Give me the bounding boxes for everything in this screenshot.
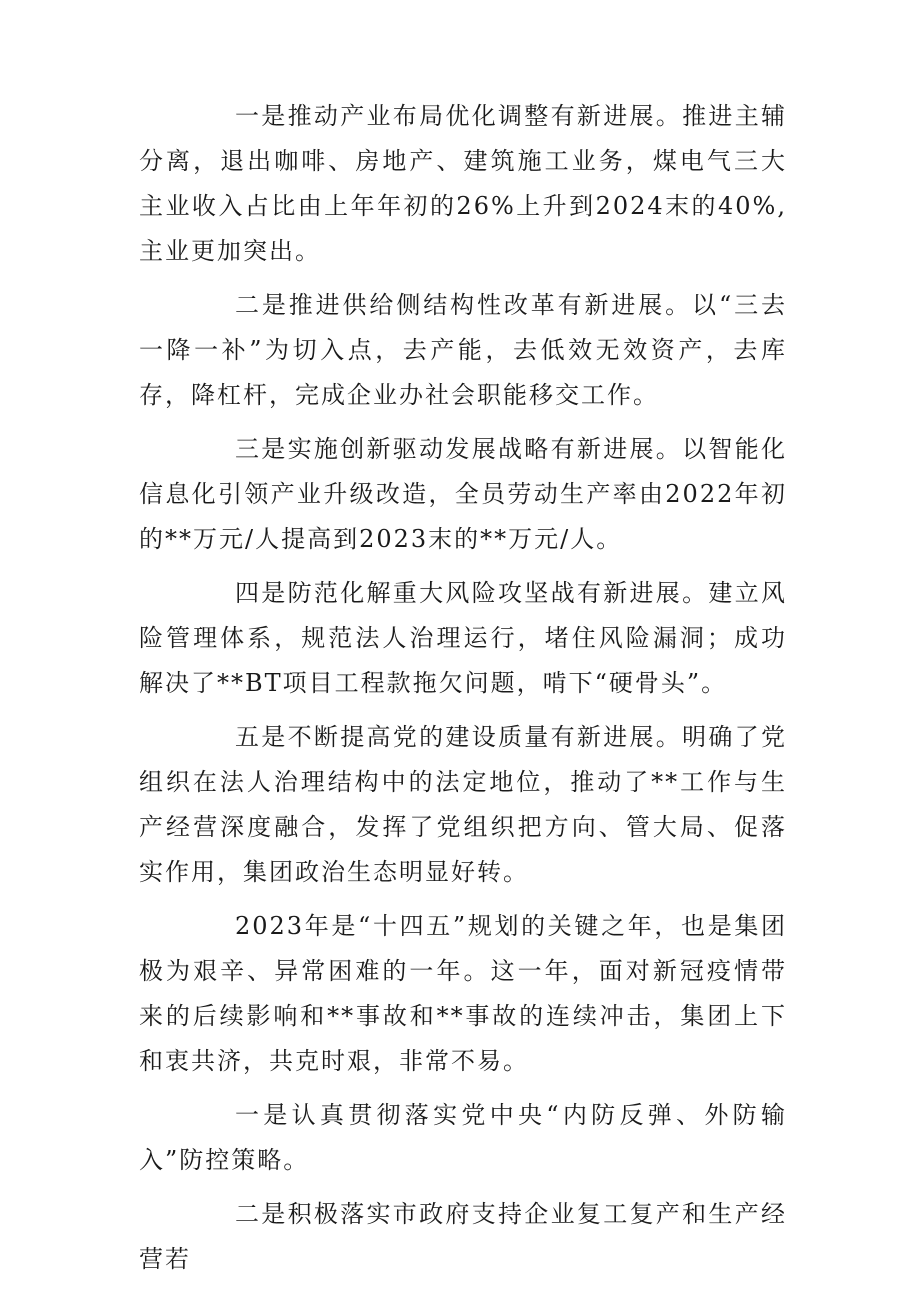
- document-body: [139, 94, 787, 1291]
- paragraph-industry-layout: 一是推动产业布局优化调整有新进展。推进主辅分离，退出咖啡、房地产、建筑施工业务，煤电气三大主业收入占比由上年年初的26%上升到2024末的40%,主业更加突出。: [139, 102, 787, 265]
- paragraph-year-2023: 2023年是“十四五”规划的关键之年，也是集团极为艰辛、异常困难的一年。这一年，面对新冠疫情带来的后续影响和**事故和**事故的连续冲击，集团上下和衷共济，共克时艰，非常不易。: [139, 912, 787, 1075]
- paragraph-resume-production: 二是积极落实市政府支持企业复工复产和生产经营若: [139, 1200, 787, 1273]
- paragraph-innovation-strategy: 三是实施创新驱动发展战略有新进展。以智能化信息化引领产业升级改造，全员劳动生产率由2022年初的**万元/人提高到2023末的**万元/人。: [139, 435, 787, 553]
- paragraph-party-building: 五是不断提高党的建设质量有新进展。明确了党组织在法人治理结构中的法定地位，推动了**工作与生产经营深度融合，发挥了党组织把方向、管大局、促落实作用，集团政治生态明显好转。: [139, 723, 787, 886]
- paragraph-supply-side-reform: 二是推进供给侧结构性改革有新进展。以“三去一降一补”为切入点，去产能，去低效无效资产，去库存，降杠杆，完成企业办社会职能移交工作。: [139, 291, 787, 409]
- paragraph-risk-prevention: 四是防范化解重大风险攻坚战有新进展。建立风险管理体系，规范法人治理运行，堵住风险漏洞；成功解决了**BT项目工程款拖欠问题，啃下“硬骨头”。: [139, 579, 787, 697]
- paragraph-epidemic-control: 一是认真贯彻落实党中央“内防反弹、外防输入”防控策略。: [139, 1101, 787, 1174]
